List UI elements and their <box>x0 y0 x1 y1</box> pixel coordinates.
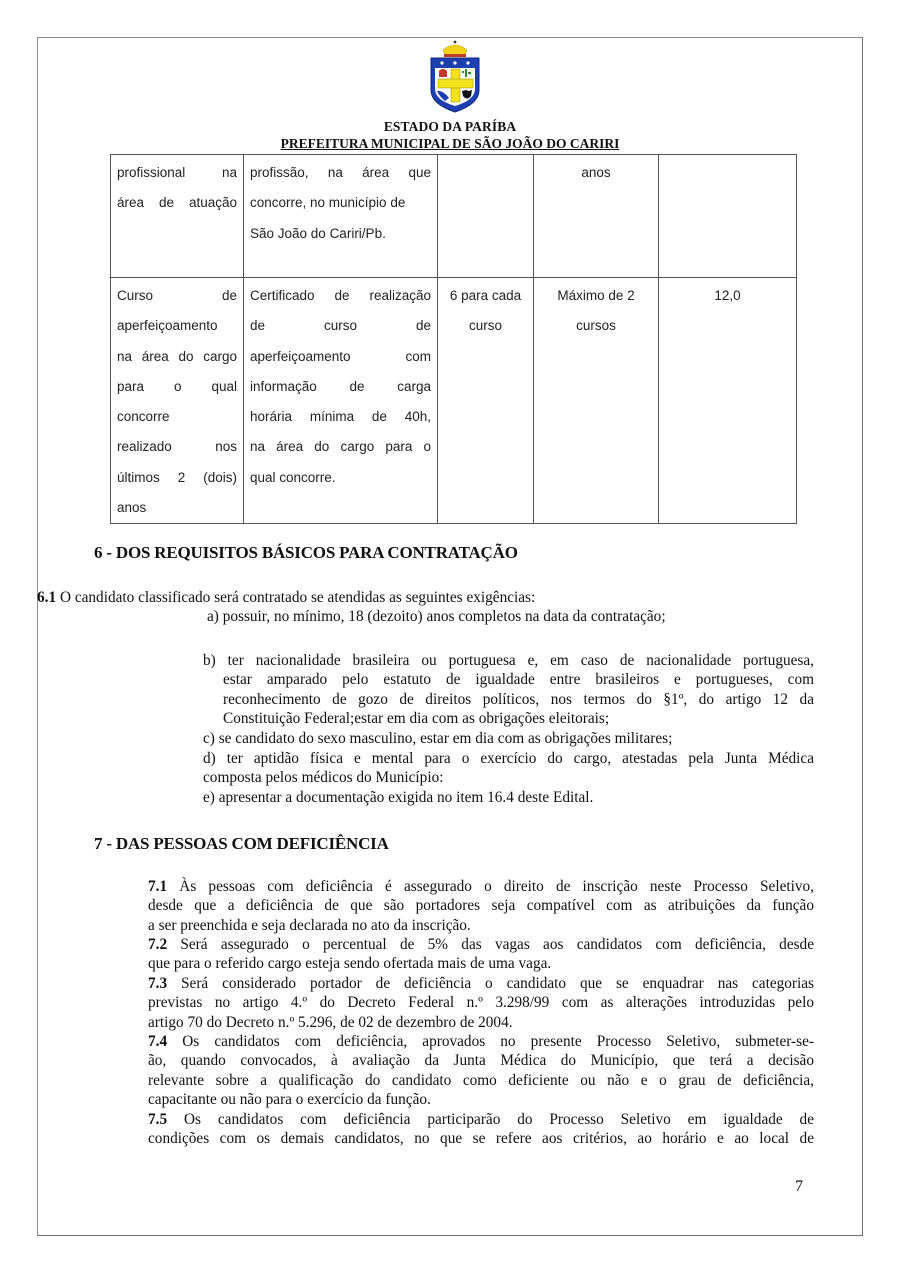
limit-cell: Máximo de 2 cursos <box>534 278 659 524</box>
criterion-cell: Curso de aperfeiçoamento na área do cargo para o qual concorre realizado nos últimos 2 (dois) anos <box>111 278 244 524</box>
coat-of-arms-icon <box>425 38 485 116</box>
criterion-cell: profissional na área de atuação <box>111 155 244 278</box>
table-row <box>111 278 797 524</box>
limit-cell: anos <box>534 155 659 278</box>
page-number: 7 <box>795 1178 803 1195</box>
paragraph-7-5: 7.5 Os candidatos com deficiência participarão do Processo Seletivo em igualdade de condições com os demais candidatos, no que se refere aos critérios, ao horário e ao local de <box>148 1111 814 1148</box>
requirement-d: d) ter aptidão física e mental para o exercício do cargo, atestadas pela Junta Médica composta pelos médicos do Município: <box>203 750 814 787</box>
requirement-c: c) se candidato do sexo masculino, estar em dia com as obrigações militares; <box>203 730 673 747</box>
requirement-e: e) apresentar a documentação exigida no item 16.4 deste Edital. <box>203 789 594 806</box>
section-6-1-intro: 6.1 O candidato classificado será contratado se atendidas as seguintes exigências: <box>37 589 536 606</box>
document-cell: profissão, na área que concorre, no município de São João do Cariri/Pb. <box>244 155 438 278</box>
max-score-cell: 12,0 <box>659 278 797 524</box>
section-6-title: 6 - DOS REQUISITOS BÁSICOS PARA CONTRATAÇÃO <box>94 543 518 562</box>
max-score-cell <box>659 155 797 278</box>
section-7-title: 7 - DAS PESSOAS COM DEFICIÊNCIA <box>94 834 389 853</box>
state-header: ESTADO DA PARÍBA <box>383 119 517 134</box>
municipality-header: PREFEITURA MUNICIPAL DE SÃO JOÃO DO CARIRI <box>280 136 620 151</box>
points-cell <box>438 155 534 278</box>
score-table <box>110 154 797 524</box>
table-row <box>111 155 797 278</box>
paragraph-7-2: 7.2 Será assegurado o percentual de 5% das vagas aos candidatos com deficiência, desde que para o referido cargo esteja sendo ofertada mais de uma vaga. <box>148 936 814 973</box>
document-cell: Certificado de realização de curso de aperfeiçoamento com informação de carga horária mínima de 40h, na área do cargo para o qual concorre. <box>244 278 438 524</box>
paragraph-7-1: 7.1 Às pessoas com deficiência é assegurado o direito de inscrição neste Processo Seletivo, desde que a deficiência de que são portadores seja compatível com as atribuições da função a ser preenchida e seja declarada no ato da inscrição. <box>148 878 814 934</box>
paragraph-7-4: 7.4 Os candidatos com deficiência, aprovados no presente Processo Seletivo, submeter-se- ão, quando convocados, à avaliação da Junta Médica do Município, que terá a decisão relevante sobre a qualificação do candidato como deficiente ou não e o grau de deficiência, capacitante ou não para o exercício da função. <box>148 1033 814 1108</box>
requirement-b: b) ter nacionalidade brasileira ou portuguesa e, em caso de nacionalidade portuguesa, estar amparado pelo estatuto de igualdade entre brasileiros e portugueses, com reconhecimento de gozo de direitos políticos, nos termos do §1º, do artigo 12 da Constituição Federal;estar em dia com as obrigações eleitorais; <box>203 652 814 727</box>
requirement-a: a) possuir, no mínimo, 18 (dezoito) anos completos na data da contratação; <box>207 608 666 625</box>
paragraph-7-3: 7.3 Será considerado portador de deficiência o candidato que se enquadrar nas categorias previstas no artigo 4.º do Decreto Federal n.º 3.298/99 com as alterações introduzidas pelo artigo 70 do Decreto n.º 5.296, de 02 de dezembro de 2004. <box>148 975 814 1031</box>
points-cell: 6 para cada curso <box>438 278 534 524</box>
